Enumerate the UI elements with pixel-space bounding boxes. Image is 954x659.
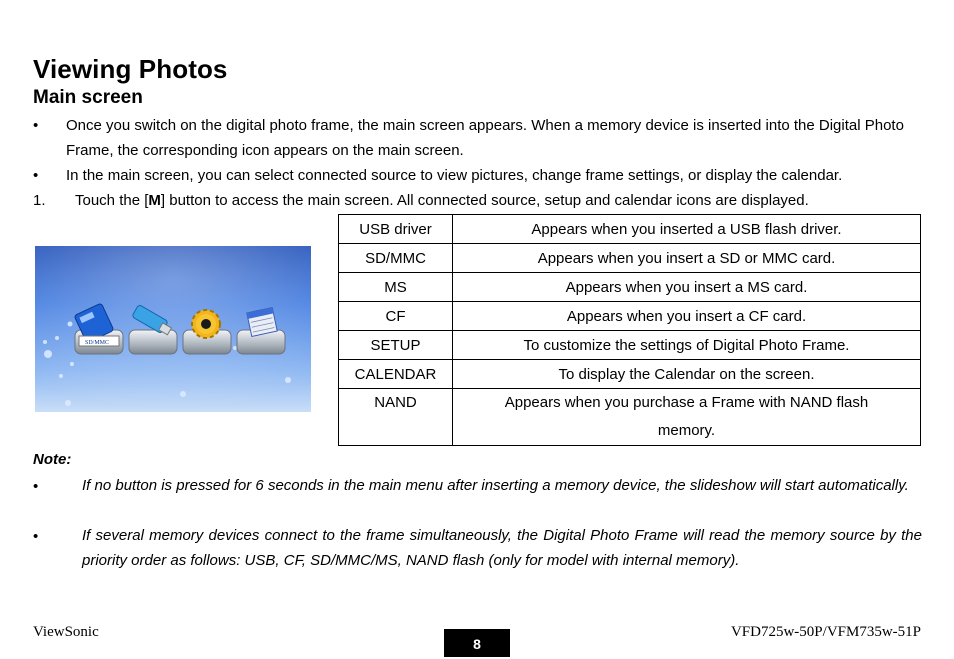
table-cell-key: SETUP	[339, 331, 453, 360]
table-cell-key: USB driver	[339, 215, 453, 244]
step-number: 1.	[33, 192, 46, 209]
table-cell-desc: To display the Calendar on the screen.	[453, 360, 921, 389]
page-number: 8	[444, 629, 510, 657]
note-item: If several memory devices connect to the frame simultaneously, the Digital Photo Frame will read the memory source by the priority order as follows: USB, CF, SD/MMC/MS, NAND flash (only for model with internal memory).	[82, 527, 922, 569]
footer-brand: ViewSonic	[33, 624, 99, 640]
bullet-marker: •	[33, 528, 39, 545]
note-heading: Note:	[33, 451, 72, 468]
page-title: Viewing Photos	[33, 54, 228, 84]
table-cell-key: MS	[339, 273, 453, 302]
note-item: If no button is pressed for 6 seconds in the main menu after inserting a memory device, the slideshow will start automatically.	[82, 477, 909, 494]
table-cell-desc: Appears when you insert a CF card.	[453, 302, 921, 331]
table-cell-key: NAND	[339, 389, 453, 446]
table-cell-desc: To customize the settings of Digital Photo Frame.	[453, 331, 921, 360]
table-cell-desc: Appears when you purchase a Frame with NAND flash memory.	[453, 389, 921, 446]
table-cell-key: CALENDAR	[339, 360, 453, 389]
table-cell-desc: Appears when you insert a MS card.	[453, 273, 921, 302]
table-row	[339, 215, 921, 244]
step-text: Touch the [M] button to access the main screen. All connected source, setup and calendar icons are displayed.	[75, 192, 809, 209]
table-row	[339, 273, 921, 302]
section-heading: Main screen	[33, 87, 143, 108]
table-cell-desc: Appears when you insert a SD or MMC card.	[453, 244, 921, 273]
footer-model: VFD725w-50P/VFM735w-51P	[730, 624, 921, 640]
table-row	[339, 331, 921, 360]
key-label: M	[148, 192, 161, 209]
bullet-text: In the main screen, you can select connected source to view pictures, change frame settings, or display the calendar.	[66, 167, 843, 184]
sd-mmc-label: SD/MMC	[85, 340, 110, 346]
table-row	[339, 360, 921, 389]
table-cell-desc: Appears when you inserted a USB flash driver.	[453, 215, 921, 244]
table-cell-key: CF	[339, 302, 453, 331]
bullet-text: Once you switch on the digital photo frame, the main screen appears. When a memory device is inserted into the Digital Photo Frame, the corresponding icon appears on the main screen.	[66, 117, 904, 159]
table-row	[339, 244, 921, 273]
icon-description-table	[338, 214, 921, 446]
main-screen-screenshot	[35, 246, 311, 412]
bullet-marker: •	[33, 478, 39, 495]
table-cell-key: SD/MMC	[339, 244, 453, 273]
bullet-marker: •	[33, 117, 39, 134]
bullet-marker: •	[33, 167, 39, 184]
table-row	[339, 302, 921, 331]
table-row	[339, 389, 921, 446]
